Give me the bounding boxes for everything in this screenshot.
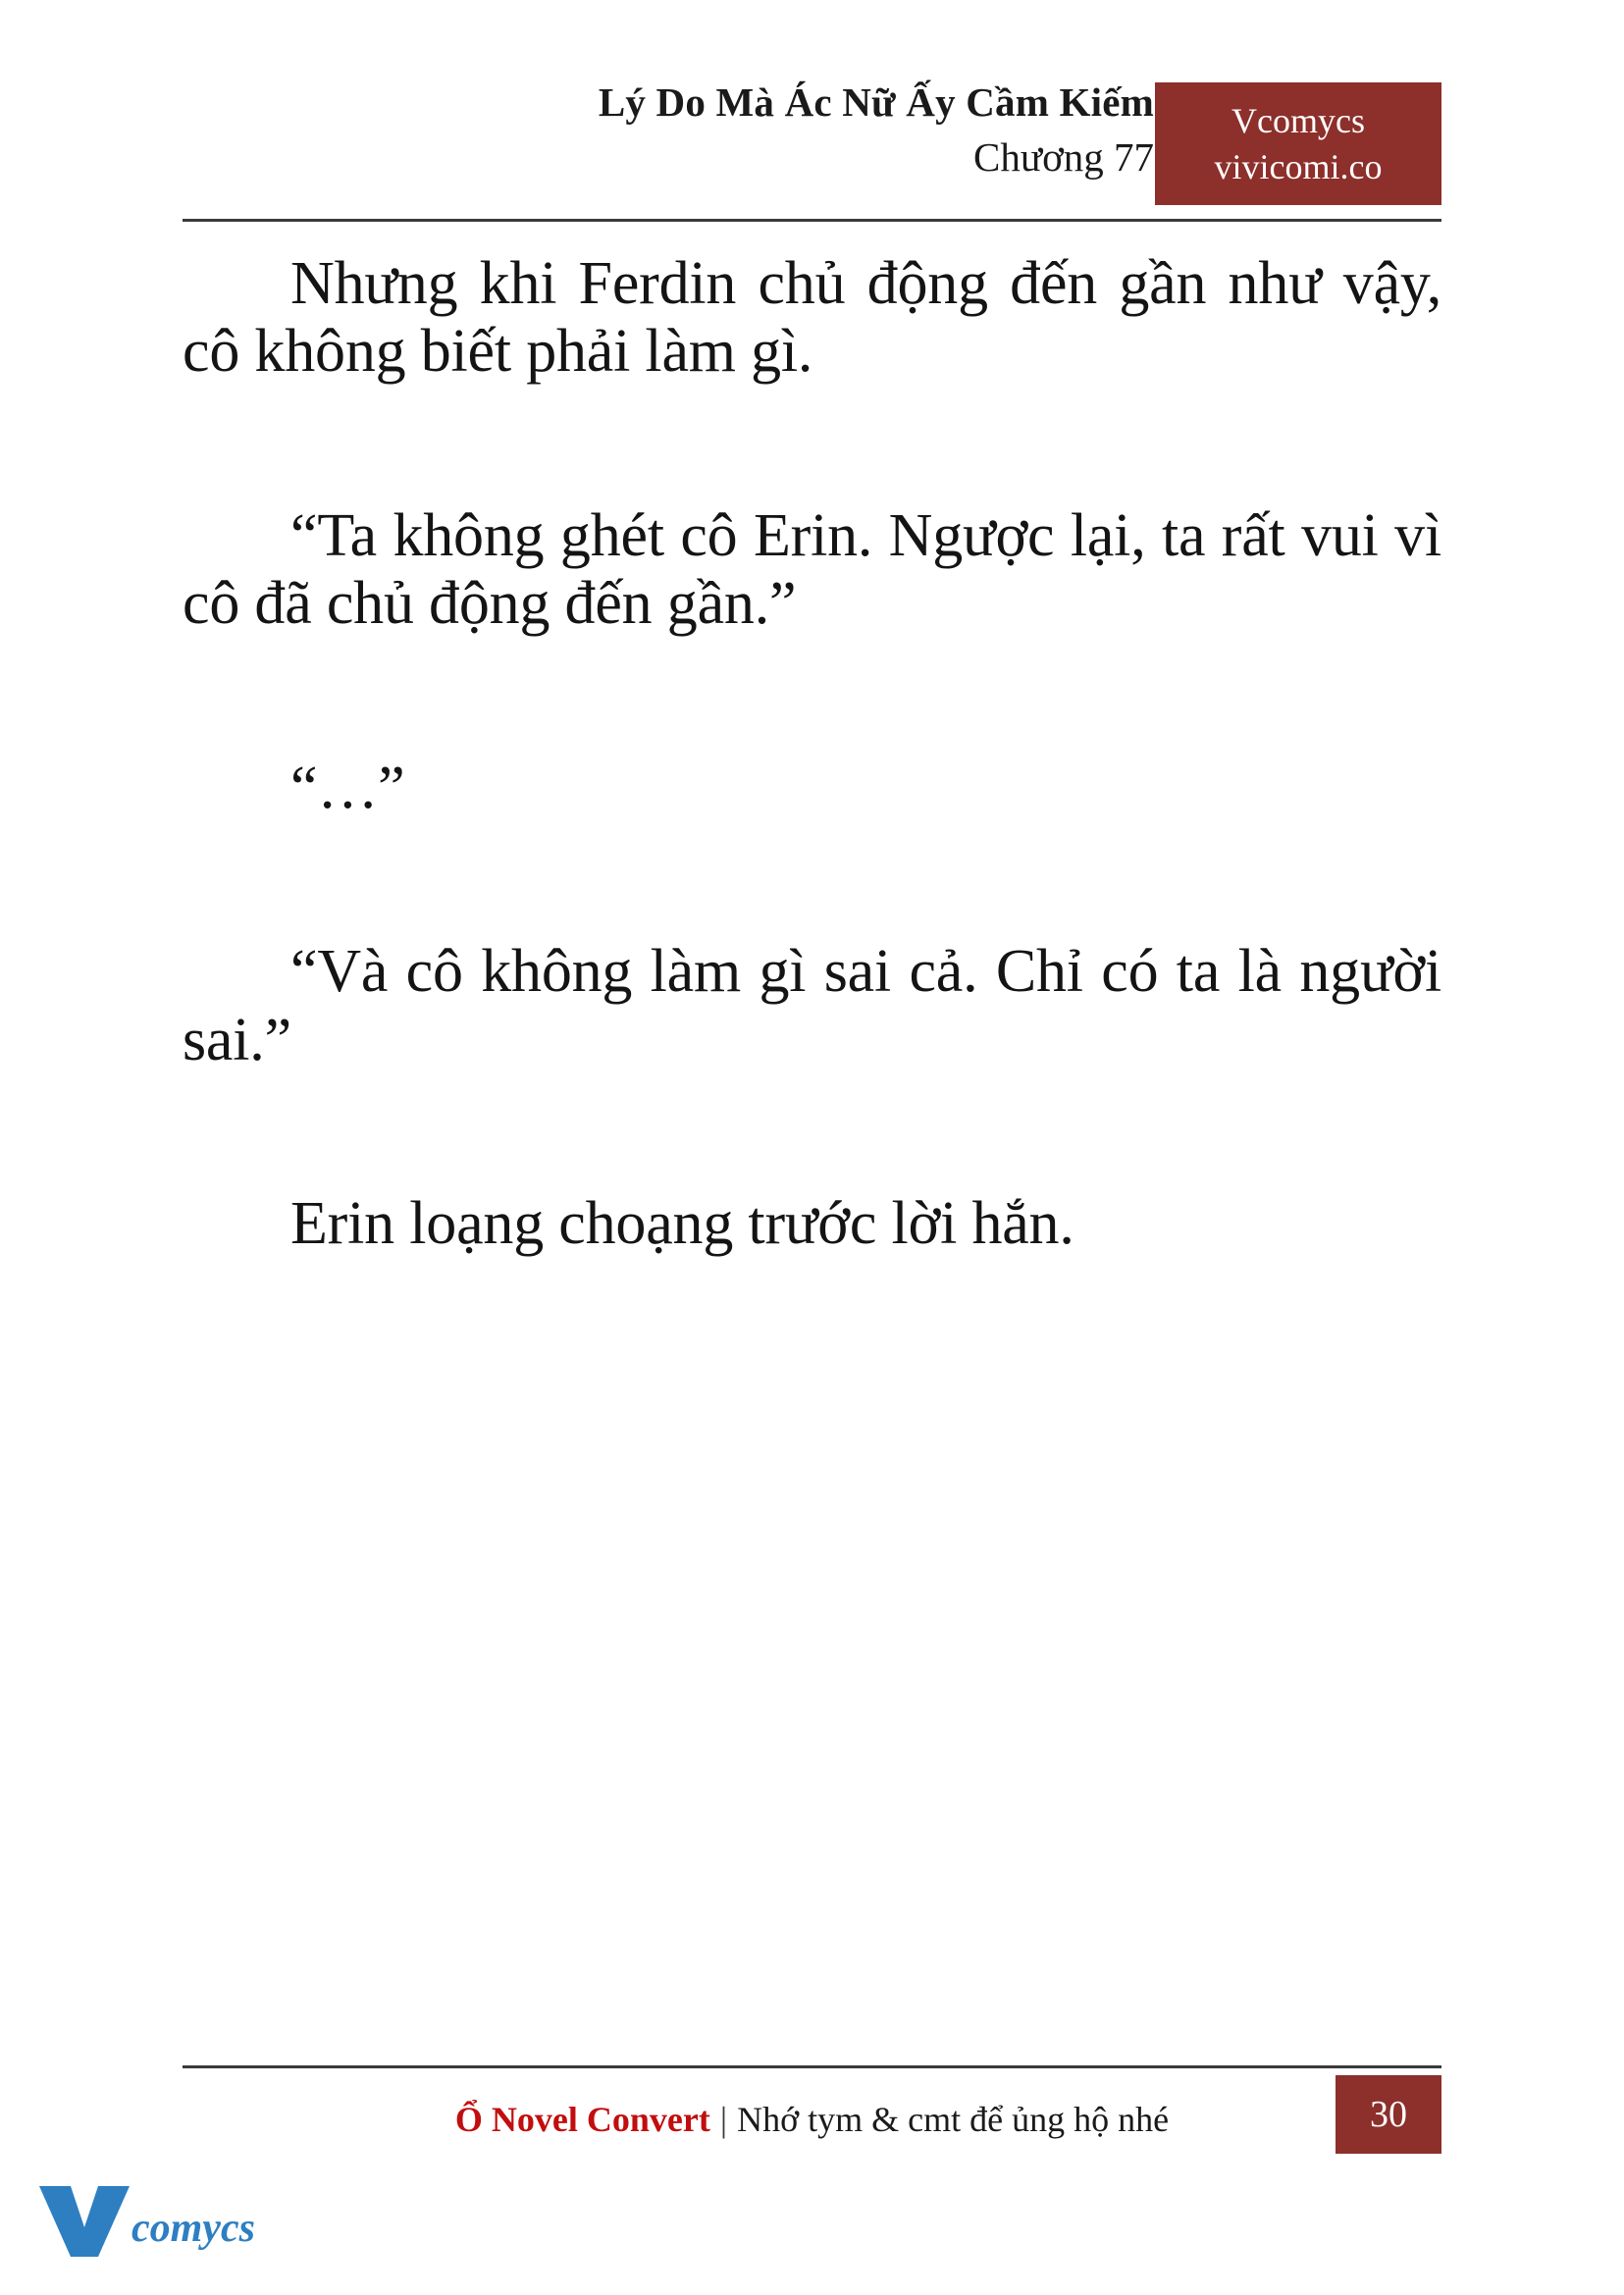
footer-separator: |	[719, 2100, 728, 2139]
page-content	[183, 250, 1441, 1259]
footer-credit	[183, 2085, 1441, 2154]
site-badge-url: vivicomi.co	[1214, 146, 1383, 186]
footer-divider	[183, 2065, 1441, 2068]
paragraph: “…”	[290, 754, 405, 821]
paragraph: “Ta không ghét cô Erin. Ngược lại, ta rất vui vì cô đã chủ động đến gần.”	[183, 501, 1441, 638]
footer-note: Nhớ tym & cmt để ủng hộ nhé	[737, 2100, 1170, 2139]
page-header	[183, 77, 1441, 219]
page-footer	[183, 2065, 1441, 2173]
paragraph: Nhưng khi Ferdin chủ động đến gần như vậy, cô không biết phải làm gì.	[183, 250, 1441, 386]
chapter-label: Chương 77	[973, 134, 1154, 181]
site-badge	[1155, 82, 1441, 205]
header-title-block	[467, 77, 1154, 183]
vcomycs-watermark-logo	[37, 2176, 263, 2261]
svg-text:comycs: comycs	[131, 2206, 255, 2251]
header-divider	[183, 219, 1441, 222]
page-number-badge: 30	[1336, 2075, 1441, 2154]
footer-brand: Ổ Novel Convert	[454, 2100, 710, 2139]
site-badge-name: Vcomycs	[1231, 100, 1365, 140]
paragraph: Erin loạng choạng trước lời hắn.	[290, 1190, 1074, 1258]
paragraph: “Và cô không làm gì sai cả. Chỉ có ta là người sai.”	[183, 938, 1441, 1073]
book-title: Lý Do Mà Ác Nữ Ấy Cầm Kiếm	[598, 79, 1154, 125]
